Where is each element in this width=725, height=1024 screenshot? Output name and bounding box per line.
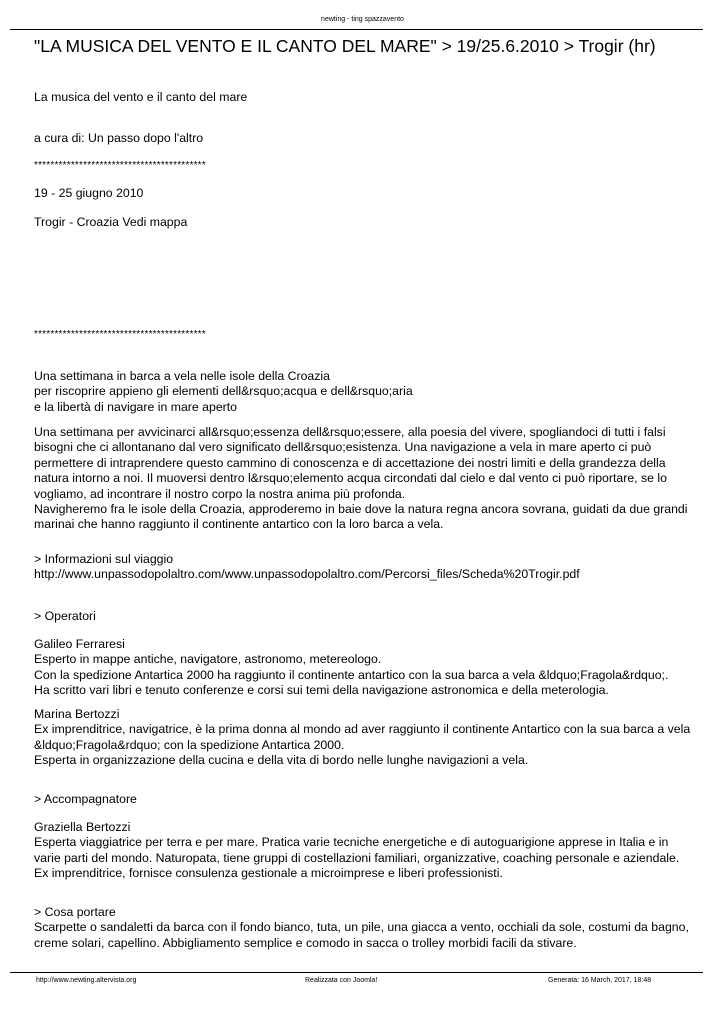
- description-line: Una settimana per avvicinarci all&rsquo;essenza dell&rsquo;essere, alla poesia del vivere, spogliandoci di tutti i falsi: [34, 425, 666, 439]
- site-header: newting - ting spazzavento: [321, 16, 404, 23]
- intro-subtitle: La musica del vento e il canto del mare: [34, 90, 248, 104]
- header-rule: [10, 29, 703, 30]
- description-line: Navigheremo fra le isole della Croazia, approderemo in baie dove la natura regna ancora sovrana, guidati da due grandi: [34, 502, 688, 517]
- footer-site-link[interactable]: http://www.newting.altervista.org: [36, 977, 137, 984]
- description-line: permettere di intraprendere questo cammino di conoscenza e di accettazione dei nostri limiti e della grandezza della: [34, 455, 666, 470]
- operator-bio-line: Esperto in mappe antiche, navigatore, astronomo, metereologo.: [34, 652, 382, 667]
- operator-bio-line: &ldquo;Fragola&rdquo; con la spedizione Antartica 2000.: [34, 737, 345, 752]
- stars-divider-bottom: ******************************************: [34, 329, 206, 340]
- tagline-block: [34, 369, 704, 415]
- bring-heading: > Cosa portare: [34, 905, 116, 919]
- intro-dates: 19 - 25 giugno 2010: [34, 186, 144, 200]
- intro-location: Trogir - Croazia Vedi mappa: [34, 215, 188, 229]
- operator-galileo: [34, 637, 704, 699]
- info-heading: > Informazioni sul viaggio: [34, 552, 174, 566]
- description-line: vogliamo, ad incontrare il nostro corpo la nostra anima più profonda.: [34, 486, 406, 501]
- operator-marina: [34, 707, 704, 769]
- bring-line: creme solari, capellino. Abbigliamento semplice e comodo in sacca o trolley morbidi facili da stivare.: [34, 935, 577, 950]
- footer-generated-date: Generata: 16 March, 2017, 18:48: [548, 977, 652, 984]
- bring-line: Scarpette o sandaletti da barca con il fondo bianco, tuta, un pile, una giacca a vento, occhiali da sole, costumi da bagno,: [34, 920, 689, 935]
- footer-powered-by: Realizzata con Joomla!: [305, 977, 378, 984]
- companion-bio-line: Esperta viaggiatrice per terra e per mare. Pratica varie tecniche energetiche e di autoguarigione apprese in Italia e in: [34, 835, 669, 850]
- info-section: [34, 552, 704, 583]
- companion-name: Graziella Bertozzi: [34, 820, 131, 834]
- description-line: bisogni che ci allontanano dal vero significato dell&rsquo;esistenza. Una navigazione a vela in mare aperto ci può: [34, 440, 652, 455]
- info-link[interactable]: http://www.unpassodopolaltro.com/www.unpassodopolaltro.com/Percorsi_files/Scheda%20Trogir.pdf: [34, 567, 580, 582]
- operator-bio-line: Esperta in organizzazione della cucina e della vita di bordo nelle lunghe navigazioni a vela.: [34, 753, 529, 768]
- operator-name: Galileo Ferraresi: [34, 637, 125, 651]
- operator-bio-line: Ha scritto vari libri e tenuto conferenze e corsi sui temi della navigazione astronomica e della meterologia.: [34, 683, 609, 698]
- page-title: "LA MUSICA DEL VENTO E IL CANTO DEL MARE" > 19/25.6.2010 > Trogir (hr): [34, 36, 656, 56]
- companion-bio-line: Ex imprenditrice, fornisce consulenza gestionale a microimprese e liberi professionisti.: [34, 866, 503, 881]
- tagline-line: per riscoprire appieno gli elementi dell&rsquo;acqua e dell&rsquo;aria: [34, 384, 413, 399]
- operators-heading: > Operatori: [34, 609, 96, 623]
- tagline-line: Una settimana in barca a vela nelle isole della Croazia: [34, 369, 330, 383]
- intro-curator: a cura di: Un passo dopo l'altro: [34, 131, 204, 145]
- operator-bio-line: Ex imprenditrice, navigatrice, è la prima donna al mondo ad aver raggiunto il continente Antartico con la sua barca a vela: [34, 722, 691, 737]
- description-line: natura intorno a noi. Il muoversi dentro l&rsquo;elemento acqua circondati dal cielo e dal vento ci può riportare, se lo: [34, 471, 667, 486]
- operator-name: Marina Bertozzi: [34, 707, 120, 721]
- description-line: marinai che hanno raggiunto il continente antartico con la loro barca a vela.: [34, 517, 444, 532]
- tagline-line: e la libertà di navigare in mare aperto: [34, 399, 238, 414]
- operator-bio-line: Con la spedizione Antartica 2000 ha raggiunto il continente antartico con la sua barca a vela &ldquo;Fragola&rdquo;.: [34, 667, 669, 682]
- footer-rule: [10, 972, 703, 973]
- companion-graziella: [34, 820, 704, 882]
- companion-bio-line: varie parti del mondo. Naturopata, tiene gruppi di costellazioni familiari, organizzative, coaching personale e aziendale.: [34, 850, 680, 865]
- companion-heading: > Accompagnatore: [34, 792, 137, 806]
- stars-divider-top: ******************************************: [34, 160, 206, 171]
- bring-section: [34, 905, 704, 951]
- description-block: [34, 425, 704, 533]
